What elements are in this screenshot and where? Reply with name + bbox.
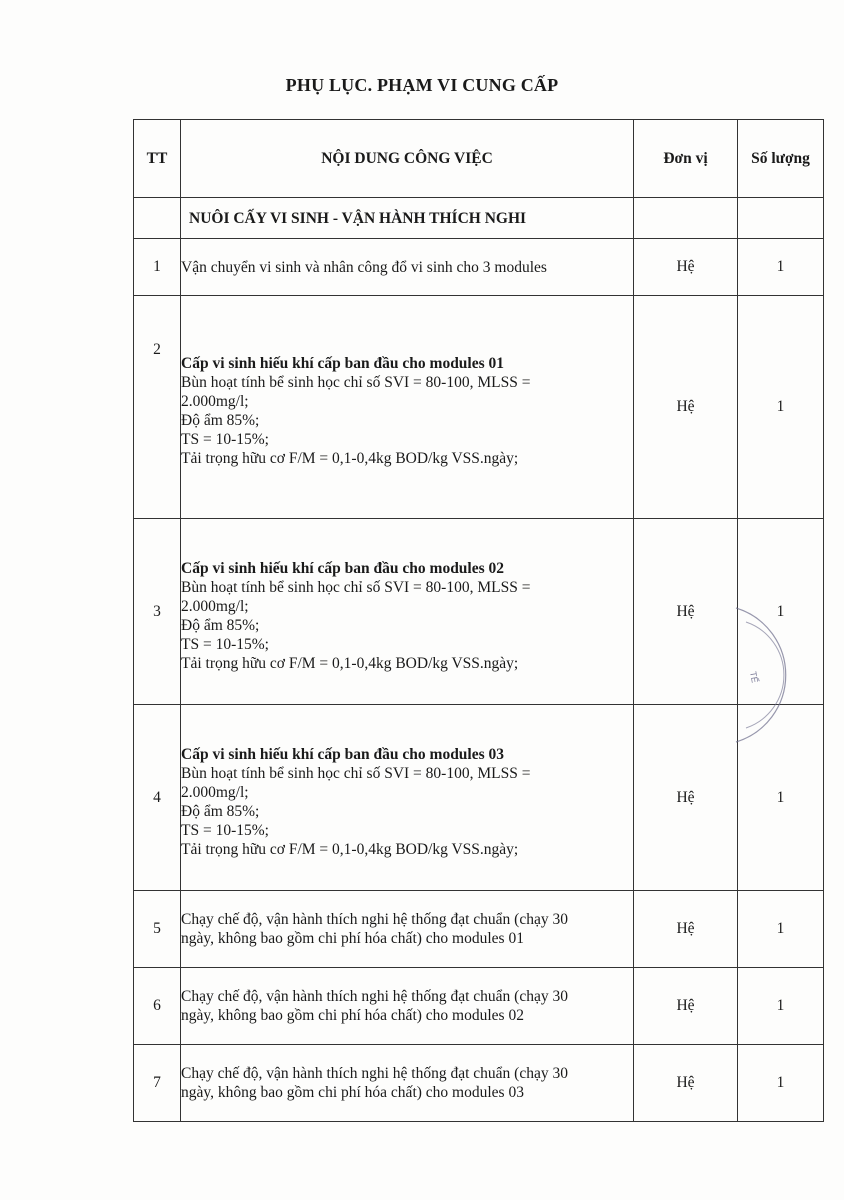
- row-tt: 4: [134, 705, 181, 891]
- row-unit: Hệ: [634, 1045, 738, 1122]
- row-unit: Hệ: [634, 891, 738, 968]
- row-line: ngày, không bao gồm chi phí hóa chất) cho modules 03: [181, 1084, 524, 1101]
- row-qty: 1: [738, 891, 824, 968]
- row-tt: 3: [134, 519, 181, 705]
- table-row: [134, 1045, 824, 1122]
- table-row: [134, 239, 824, 296]
- row-line: Bùn hoạt tính bể sinh học chỉ số SVI = 80-100, MLSS =: [181, 764, 531, 782]
- row-unit: Hệ: [634, 519, 738, 705]
- row-unit: Hệ: [634, 296, 738, 519]
- header-unit: Đơn vị: [634, 120, 738, 198]
- section-tt: [134, 198, 181, 239]
- row-tt: 7: [134, 1045, 181, 1122]
- header-tt: TT: [134, 120, 181, 198]
- table-row: [134, 519, 824, 705]
- header-content: NỘI DUNG CÔNG VIỆC: [181, 120, 634, 198]
- row-heading: Cấp vi sinh hiếu khí cấp ban đầu cho modules 02: [181, 559, 505, 577]
- row-tt: 1: [134, 239, 181, 296]
- row-line: Tải trọng hữu cơ F/M = 0,1-0,4kg BOD/kg VSS.ngày;: [181, 654, 519, 672]
- section-qty: [738, 198, 824, 239]
- row-qty: 1: [738, 1045, 824, 1122]
- table-row: [134, 296, 824, 519]
- row-heading: Cấp vi sinh hiếu khí cấp ban đầu cho modules 03: [181, 745, 505, 763]
- row-content: [181, 239, 634, 296]
- row-line: Tải trọng hữu cơ F/M = 0,1-0,4kg BOD/kg VSS.ngày;: [181, 450, 519, 467]
- row-line: 2.000mg/l;: [181, 393, 249, 410]
- row-line: TS = 10-15%;: [181, 635, 269, 653]
- row-line: Độ ẩm 85%;: [181, 412, 260, 429]
- supply-scope-table: [133, 119, 824, 1122]
- row-line: ngày, không bao gồm chi phí hóa chất) cho modules 01: [181, 930, 524, 947]
- row-content: [181, 891, 634, 968]
- row-line: 2.000mg/l;: [181, 783, 249, 801]
- row-qty: 1: [738, 296, 824, 519]
- row-line: ngày, không bao gồm chi phí hóa chất) cho modules 02: [181, 1007, 524, 1024]
- section-title: NUÔI CẤY VI SINH - VẬN HÀNH THÍCH NGHI: [181, 198, 634, 239]
- row-line: Chạy chế độ, vận hành thích nghi hệ thống đạt chuẩn (chạy 30: [181, 911, 568, 928]
- row-tt: 2: [134, 296, 181, 519]
- row-unit: Hệ: [634, 968, 738, 1045]
- row-content: [181, 519, 634, 705]
- row-content: [181, 296, 634, 519]
- row-qty: 1: [738, 239, 824, 296]
- row-line: Bùn hoạt tính bể sinh học chỉ số SVI = 80-100, MLSS =: [181, 578, 531, 596]
- row-line: Bùn hoạt tính bể sinh học chỉ số SVI = 80-100, MLSS =: [181, 374, 531, 391]
- section-unit: [634, 198, 738, 239]
- row-unit: Hệ: [634, 705, 738, 891]
- row-heading: Cấp vi sinh hiếu khí cấp ban đầu cho modules 01: [181, 355, 505, 372]
- row-line: TS = 10-15%;: [181, 821, 269, 839]
- row-content: [181, 968, 634, 1045]
- section-row: [134, 198, 824, 239]
- row-line: Tải trọng hữu cơ F/M = 0,1-0,4kg BOD/kg VSS.ngày;: [181, 840, 519, 858]
- row-qty: 1: [738, 519, 824, 705]
- row-line: Độ ẩm 85%;: [181, 616, 260, 634]
- row-unit: Hệ: [634, 239, 738, 296]
- row-qty: 1: [738, 705, 824, 891]
- row-qty: 1: [738, 968, 824, 1045]
- row-tt: 6: [134, 968, 181, 1045]
- header-qty: Số lượng: [738, 120, 824, 198]
- row-line: TS = 10-15%;: [181, 431, 269, 448]
- page-title: PHỤ LỤC. PHẠM VI CUNG CẤP: [285, 75, 559, 95]
- row-content: [181, 1045, 634, 1122]
- table-row: [134, 891, 824, 968]
- svg-text:TẾ: TẾ: [748, 670, 760, 684]
- row-line: Chạy chế độ, vận hành thích nghi hệ thống đạt chuẩn (chạy 30: [181, 988, 568, 1005]
- table-row: [134, 705, 824, 891]
- table-row: [134, 968, 824, 1045]
- row-line: Độ ẩm 85%;: [181, 802, 260, 820]
- row-content: [181, 705, 634, 891]
- row-line: Vận chuyển vi sinh và nhân công đổ vi sinh cho 3 modules: [181, 258, 547, 276]
- row-tt: 5: [134, 891, 181, 968]
- row-line: 2.000mg/l;: [181, 597, 249, 615]
- row-line: Chạy chế độ, vận hành thích nghi hệ thống đạt chuẩn (chạy 30: [181, 1065, 568, 1082]
- table-header-row: [134, 120, 824, 198]
